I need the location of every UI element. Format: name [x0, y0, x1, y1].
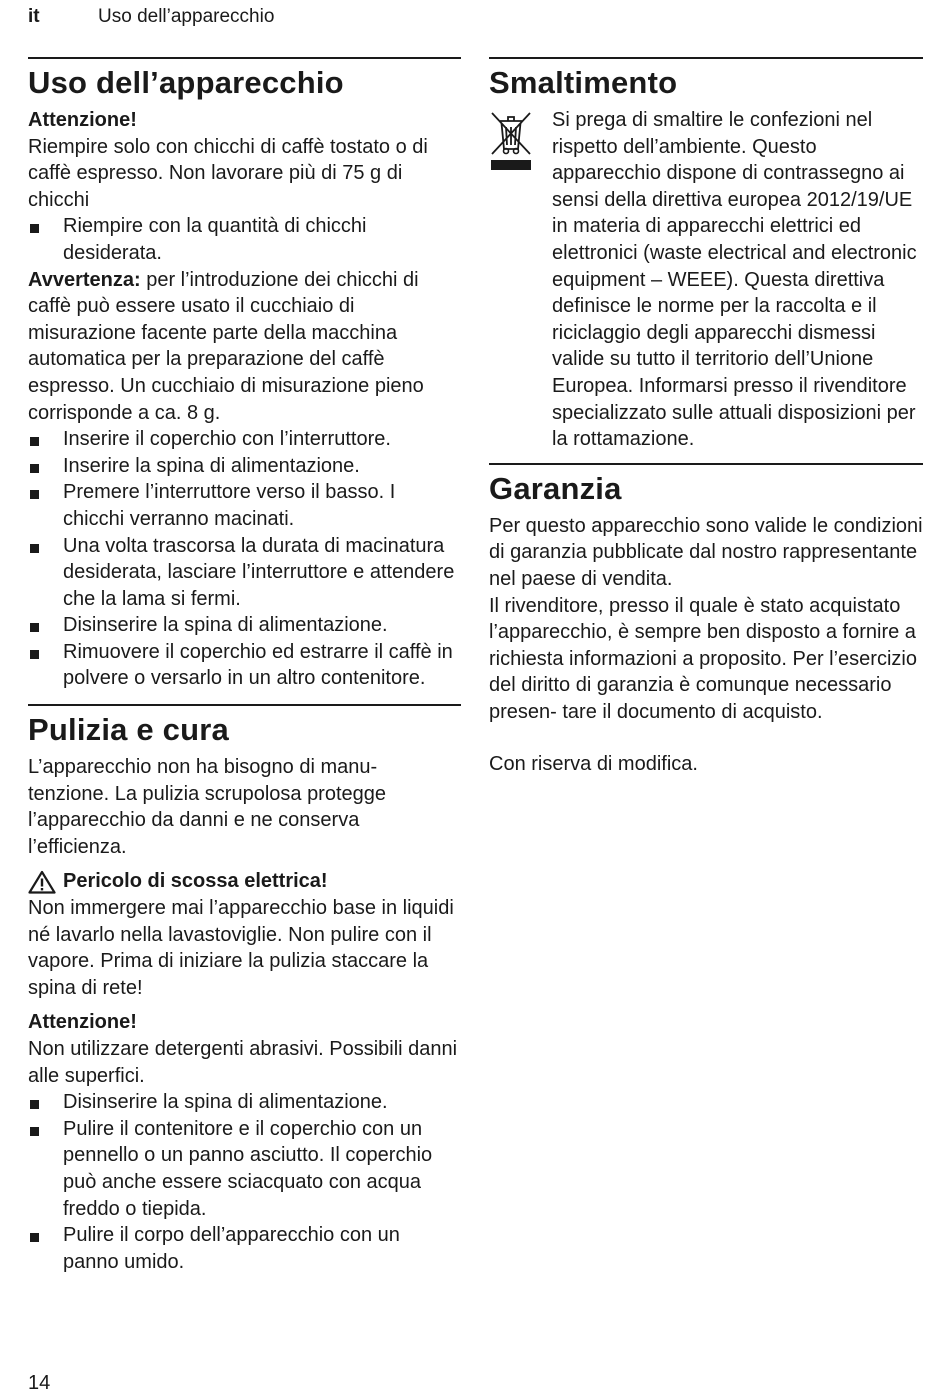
attention-label: Attenzione! — [28, 109, 137, 131]
section-divider — [28, 57, 461, 59]
section-title-garanzia: Garanzia — [489, 470, 622, 506]
right-column — [489, 57, 923, 778]
section-divider — [28, 704, 461, 706]
list-item: Una volta trascorsa la durata di macinatura desiderata, lasciare l’interruttore e attendere che la lama si fermi. — [28, 533, 461, 613]
warning-triangle-icon — [28, 870, 56, 894]
list-item: Disinserire la spina di alimentazione. — [28, 612, 461, 639]
disposal-text: Si prega di smaltire le confezioni nel rispetto dell’ambiente. Questo apparecchio dispone di contrassegno ai sensi della direttiva europea 2012/19/UE in materia di apparecchi elettrici ed elettronici (waste electrical and electronic equipment – WEEE). Questa direttiva definisce le norme per la raccolta e il riciclaggio degli apparecchi dismessi valide su tutto il territorio dell’Unione Europea. Informarsi presso il rivenditore specializzato sulle attuali disposizioni per la rottamazione. — [552, 109, 917, 451]
pulizia-intro: L’apparecchio non ha bisogno di manu- tenzione. La pulizia scrupolosa protegge l’apparecchio da danni e ne conserva l’efficienza. — [28, 756, 387, 858]
list-item: Pulire il corpo dell’apparecchio con un panno umido. — [28, 1222, 461, 1275]
garanzia-paragraph-1: Per questo apparecchio sono valide le condizioni di garanzia pubblicate dal nostro rappresentante nel paese di vendita. — [489, 514, 923, 590]
uso-bullet-list-1 — [28, 213, 461, 266]
garanzia-paragraph-3: Con riserva di modifica. — [489, 753, 698, 776]
list-item: Rimuovere il coperchio ed estrarre il caffè in polvere o versarlo in un altro contenitore. — [28, 639, 461, 692]
weee-crossed-bin-icon — [489, 109, 533, 179]
uso-bullet-list-2 — [28, 426, 461, 692]
attention-text: Non utilizzare detergenti abrasivi. Possibili danni alle superfici. — [28, 1038, 458, 1087]
disposal-block — [489, 107, 923, 453]
list-item: Inserire il coperchio con l’interruttore. — [28, 426, 461, 453]
list-item: Pulire il contenitore e il coperchio con un pennello o un panno asciutto. Il coperchio può anche essere sciacquato con acqua freddo o tiepida. — [28, 1116, 461, 1222]
note-text: per l’introduzione dei chicchi di caffè può essere usato il cucchiaio di misurazione facente parte della macchina automatica per la preparazione del caffè espresso. Un cucchiaio di misurazione pieno corrisponde a ca. 8 g. — [28, 268, 424, 424]
language-code: it — [28, 6, 40, 27]
page-header — [28, 6, 274, 28]
list-item: Riempire con la quantità di chicchi desiderata. — [28, 213, 461, 266]
pulizia-bullet-list — [28, 1089, 461, 1275]
section-title-pulizia: Pulizia e cura — [28, 712, 229, 748]
section-title-uso: Uso dell’apparecchio — [28, 65, 344, 100]
left-column — [28, 57, 461, 1275]
danger-label: Pericolo di scossa elettrica! — [63, 870, 328, 893]
attention-text: Riempire solo con chicchi di caffè tostato o di caffè espresso. Non lavorare più di 75 g di chicchi — [28, 135, 428, 211]
list-item: Disinserire la spina di alimentazione. — [28, 1089, 461, 1116]
danger-text: Non immergere mai l’apparecchio base in liquidi né lavarlo nella lavastoviglie. Non pulire con il vapore. Prima di iniziare la pulizia staccare la spina di rete! — [28, 897, 454, 999]
running-title: Uso dell’apparecchio — [98, 6, 275, 27]
section-divider — [489, 57, 923, 59]
garanzia-paragraph-2: Il rivenditore, presso il quale è stato acquistato l’apparecchio, è sempre ben disposto a fornire a richiesta informazioni a proposito. Per l’esercizio del diritto di garanzia è comunque necessario presen- tare il documento di acquisto. — [489, 594, 917, 723]
section-divider — [489, 463, 923, 465]
weee-symbol — [489, 107, 552, 453]
note-paragraph — [28, 267, 461, 427]
list-item: Premere l’interruttore verso il basso. I chicchi verranno macinati. — [28, 479, 461, 532]
section-title-smaltimento: Smaltimento — [489, 65, 678, 100]
page-number: 14 — [28, 1372, 51, 1394]
danger-heading — [28, 868, 461, 895]
note-label: Avvertenza: — [28, 268, 141, 291]
list-item: Inserire la spina di alimentazione. — [28, 453, 461, 480]
attention-label: Attenzione! — [28, 1011, 137, 1034]
